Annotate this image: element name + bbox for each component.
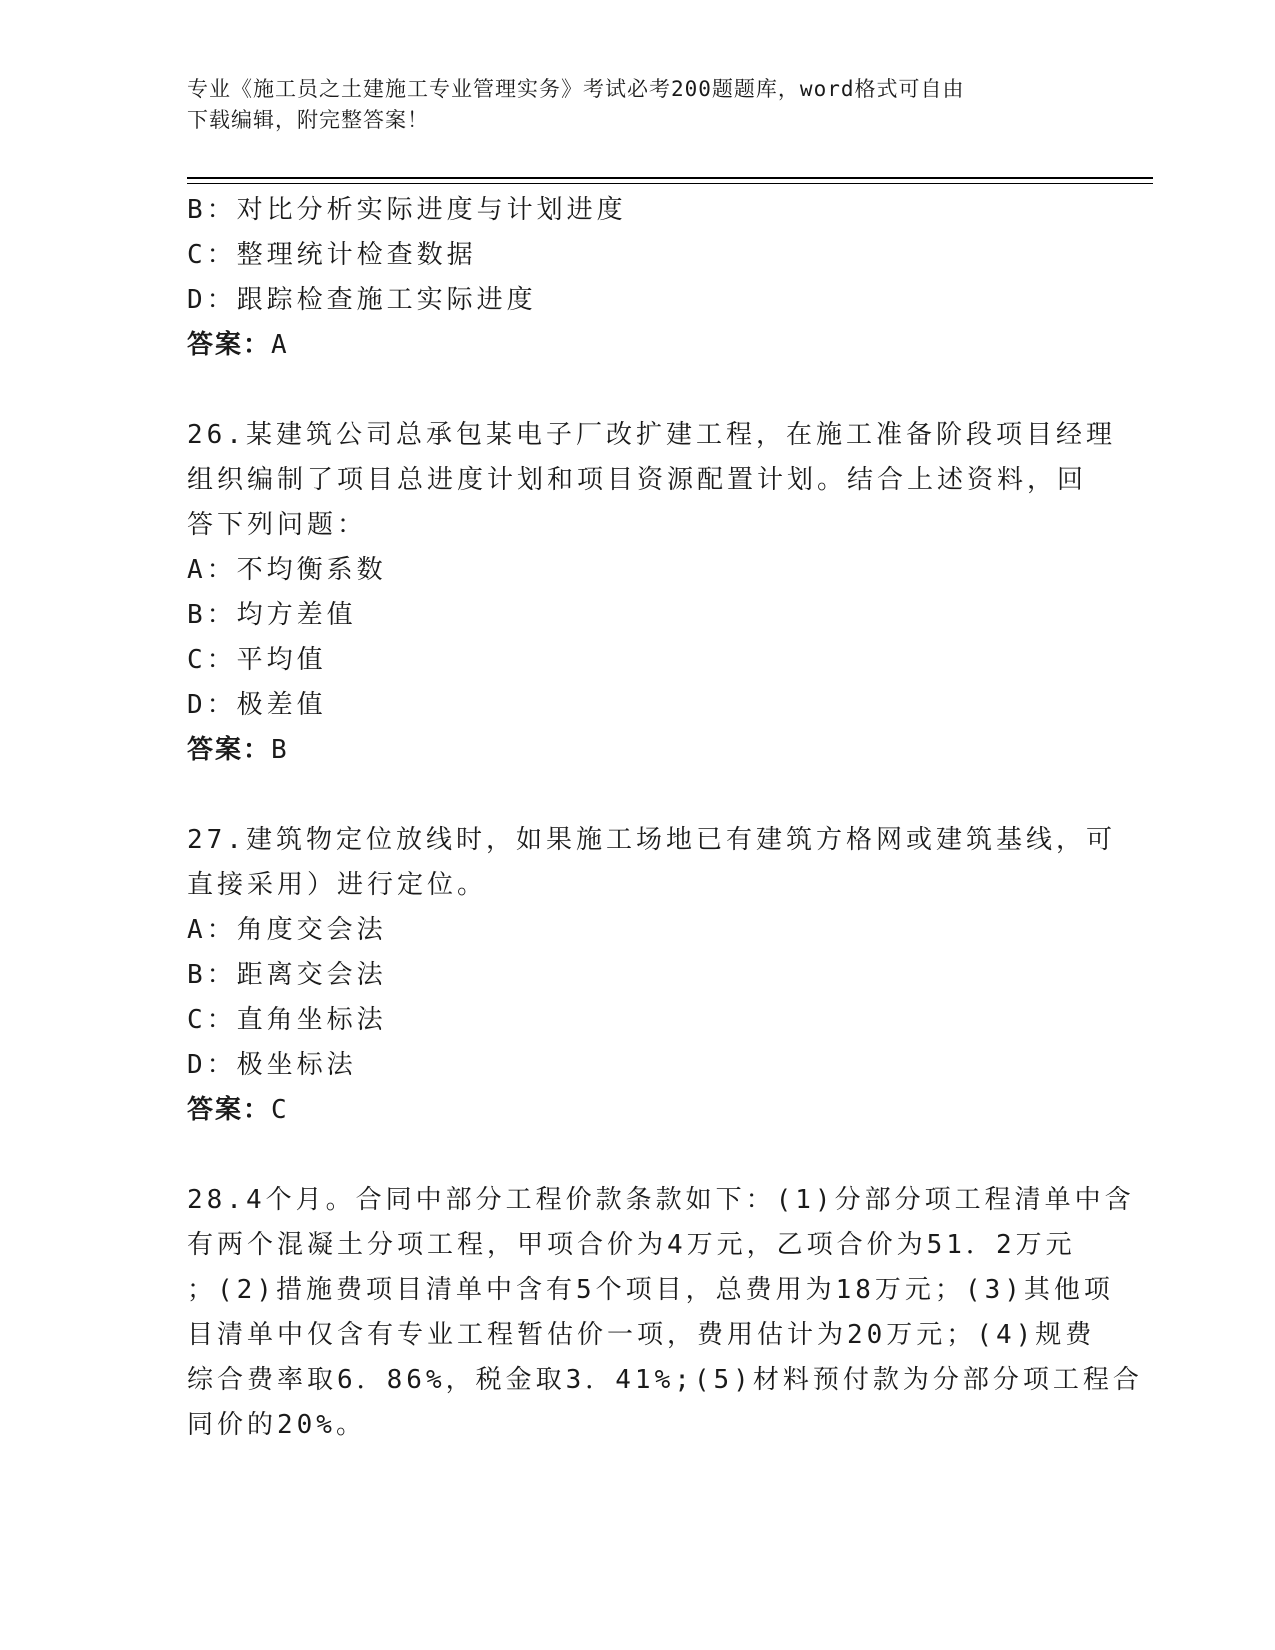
option-c: C：整理统计检查数据	[187, 240, 477, 270]
option-b: B：距离交会法	[187, 960, 387, 990]
option-d: D：极差值	[187, 690, 327, 720]
spacer	[187, 1133, 1087, 1178]
header-line-2: 下载编辑，附完整答案！	[187, 108, 429, 132]
option-a: A：不均衡系数	[187, 555, 387, 585]
answer-line	[187, 1088, 1087, 1133]
option-d: D：极坐标法	[187, 1050, 357, 1080]
option-d: D：跟踪检查施工实际进度	[187, 285, 537, 315]
answer-label: 答案：	[187, 735, 272, 765]
answer-label: 答案：	[187, 1095, 272, 1125]
header-line-1: 专业《施工员之土建施工专业管理实务》考试必考200题题库，word格式可自由	[187, 77, 965, 101]
document-body	[187, 188, 1143, 1448]
question-27	[187, 818, 1116, 1133]
question-text-line: 有两个混凝土分项工程，甲项合价为4万元，乙项合价为51．2万元	[187, 1230, 1076, 1260]
question-text-line: 同价的20%。	[187, 1410, 366, 1440]
option-b: B：均方差值	[187, 600, 357, 630]
question-text-line: 目清单中仅含有专业工程暂估价一项，费用估计为20万元；(4)规费	[187, 1320, 1096, 1350]
option-c: C：平均值	[187, 645, 327, 675]
question-text-line: ；(2)措施费项目清单中含有5个项目，总费用为18万元；(3)其他项	[187, 1275, 1114, 1305]
answer-line	[187, 728, 1087, 773]
question-26	[187, 413, 1116, 773]
document-header	[187, 74, 1067, 136]
answer-value: C	[271, 1095, 289, 1125]
spacer	[187, 773, 1087, 818]
header-divider-thick	[187, 177, 1153, 179]
question-text-line: 26.某建筑公司总承包某电子厂改扩建工程，在施工准备阶段项目经理	[187, 420, 1116, 450]
question-text-line: 27.建筑物定位放线时，如果施工场地已有建筑方格网或建筑基线，可	[187, 825, 1116, 855]
option-c: C：直角坐标法	[187, 1005, 387, 1035]
spacer	[187, 368, 1087, 413]
question-text-line: 综合费率取6．86%，税金取3．41%;(5)材料预付款为分部分项工程合	[187, 1365, 1143, 1395]
question-text-line: 组织编制了项目总进度计划和项目资源配置计划。结合上述资料，回	[187, 465, 1088, 495]
question-text-line: 28.4个月。合同中部分工程价款条款如下：(1)分部分项工程清单中含	[187, 1185, 1135, 1215]
question-25-continued	[187, 188, 1087, 368]
answer-line	[187, 323, 1087, 368]
question-28	[187, 1178, 1143, 1448]
question-text-line: 答下列问题：	[187, 510, 368, 540]
answer-value: A	[271, 330, 289, 360]
header-divider-thin	[187, 183, 1153, 184]
answer-value: B	[271, 735, 289, 765]
question-text-line: 直接采用）进行定位。	[187, 870, 488, 900]
option-a: A：角度交会法	[187, 915, 387, 945]
option-b: B：对比分析实际进度与计划进度	[187, 195, 627, 225]
answer-label: 答案：	[187, 330, 272, 360]
